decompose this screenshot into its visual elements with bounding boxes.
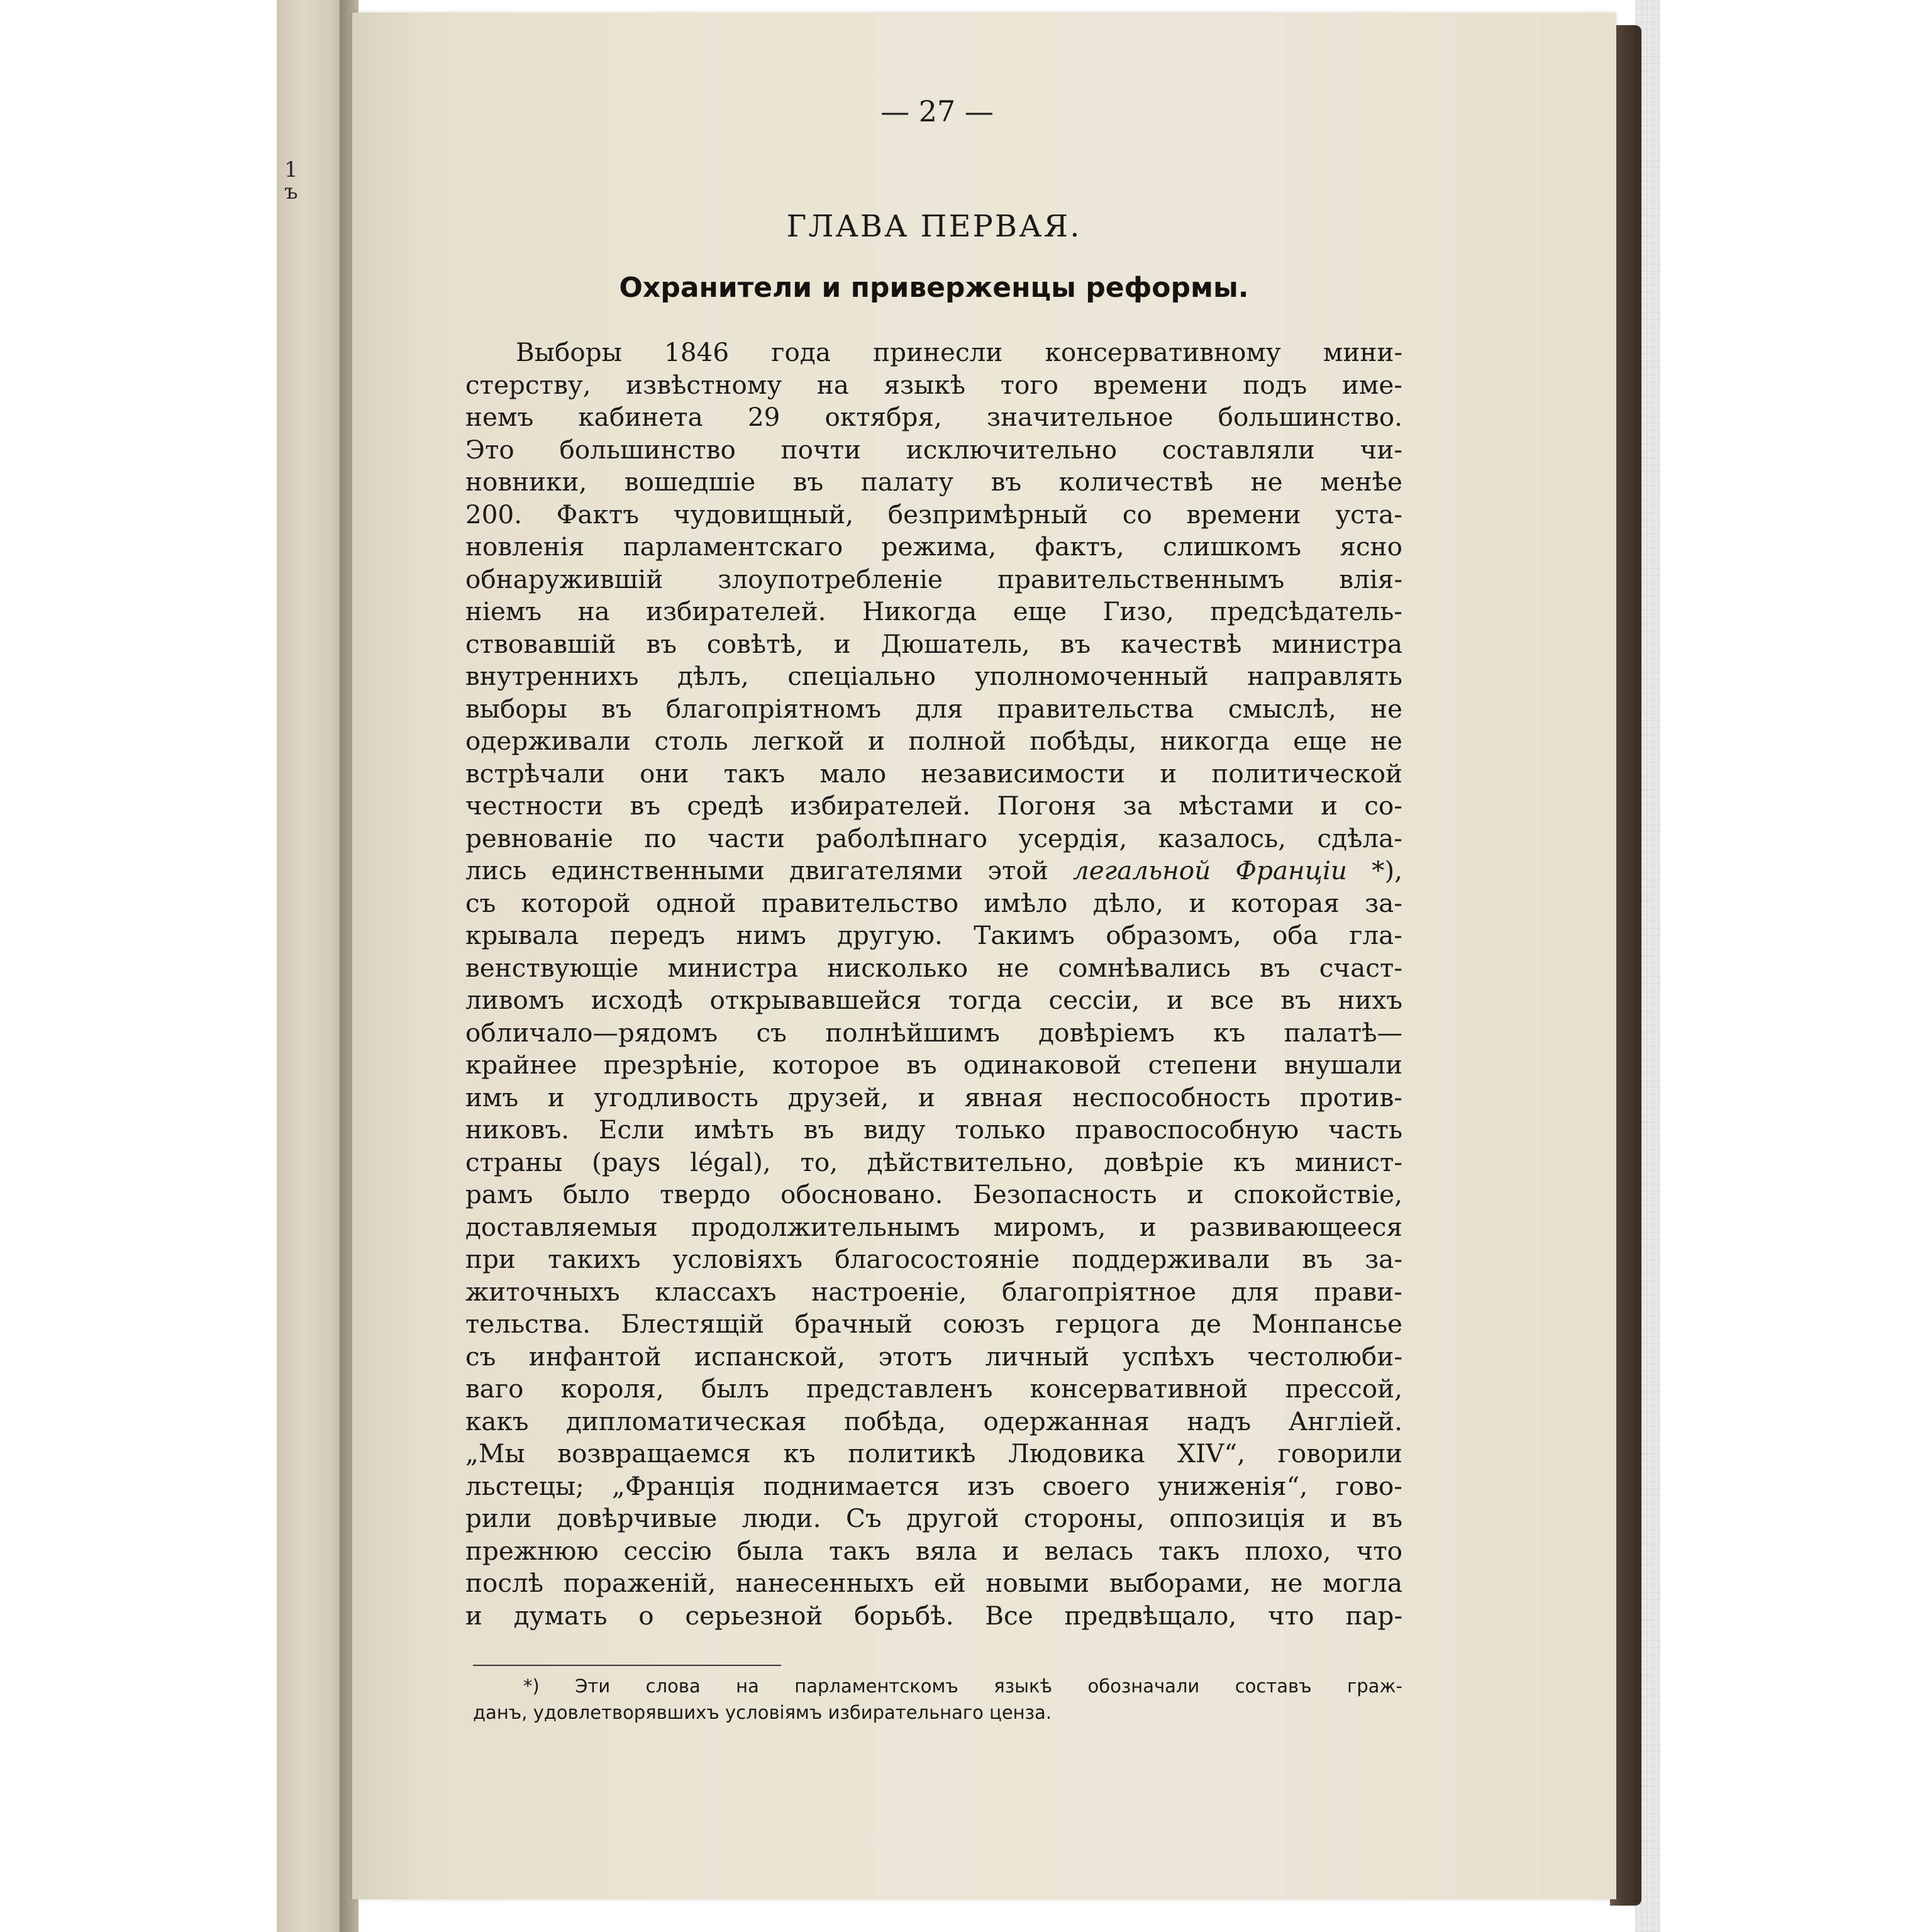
- text-line: Выборы 1846 года принесли консервативному мини-: [516, 337, 1402, 367]
- text-line: новленія парламентскаго режима, фактъ, слишкомъ ясно: [465, 531, 1402, 562]
- text-line: „Мы возвращаемся къ политикѣ Людовика XIV“, говорили: [465, 1438, 1402, 1468]
- text-line: ніемъ на избирателей. Никогда еще Гизо, предсѣдатель-: [465, 596, 1402, 626]
- chapter-heading: ГЛАВА ПЕРВАЯ.: [786, 209, 1082, 244]
- footnote: [473, 1673, 1402, 1726]
- text-line: и думать о серьезной борьбѣ. Все предвѣщало, что пар-: [465, 1600, 1402, 1631]
- footnote-divider: [473, 1665, 781, 1666]
- text-line: ваго короля, былъ представленъ консервативной прессой,: [465, 1374, 1402, 1404]
- background-left: [0, 0, 277, 1932]
- text-line: новники, вошедшіе въ палату въ количествѣ не менѣе: [465, 467, 1402, 497]
- text-line: страны (pays légal), то, дѣйствительно, довѣріе къ минист-: [465, 1146, 1402, 1177]
- text-line: ливомъ исходѣ открывавшейся тогда сессіи, и все въ нихъ: [465, 985, 1402, 1015]
- text-line: житочныхъ классахъ настроеніе, благопріятное для прави-: [465, 1276, 1402, 1307]
- text-line: прежнюю сессію была такъ вяла и велась такъ плохо, что: [465, 1535, 1402, 1566]
- text-line: льстецы; „Франція поднимается изъ своего униженія“, гово-: [465, 1470, 1402, 1501]
- text-line: ревнованіе по части раболѣпнаго усердія, казалось, сдѣла-: [465, 823, 1402, 853]
- text-line: встрѣчали они такъ мало независимости и политической: [465, 758, 1402, 789]
- text-line: имъ и угодливость друзей, и явная неспособность против-: [465, 1082, 1402, 1113]
- text-line: выборы въ благопріятномъ для правительства смыслѣ, не: [465, 693, 1402, 724]
- text-line: венствующіе министра нисколько не сомнѣвались въ счаст-: [465, 952, 1402, 983]
- text-line: стерству, извѣстному на языкѣ того времени подъ име-: [465, 369, 1402, 400]
- footnote-line: *) Эти слова на парламентскомъ языкѣ обозначали составъ граж-: [523, 1675, 1402, 1697]
- italic-phrase: легальной Франціи: [1072, 855, 1348, 886]
- background-right: [1660, 0, 1932, 1932]
- text-line-part: лись единственными двигателями этой: [465, 855, 1048, 886]
- chapter-title: Охранители и приверженцы реформы.: [619, 272, 1249, 304]
- text-line: обнаружившій злоупотребленіе правительственнымъ влія-: [465, 564, 1402, 594]
- text-line: внутреннихъ дѣлъ, спеціально уполномоченный направлять: [465, 661, 1402, 691]
- text-line: честности въ средѣ избирателей. Погоня за мѣстами и со-: [465, 791, 1402, 821]
- text-line: немъ кабинета 29 октября, значительное большинство.: [465, 402, 1402, 432]
- text-line: обличало—рядомъ съ полнѣйшимъ довѣріемъ къ палатѣ—: [465, 1017, 1402, 1048]
- text-line: Это большинство почти исключительно составляли чи-: [465, 434, 1402, 465]
- text-line: никовъ. Если имѣть въ виду только правоспособную часть: [465, 1114, 1402, 1145]
- text-line: одерживали столь легкой и полной побѣды, никогда еще не: [465, 726, 1402, 756]
- text-line: крывала передъ нимъ другую. Такимъ образомъ, оба гла-: [465, 920, 1402, 950]
- text-line-with-italic: [465, 855, 1402, 887]
- text-line: послѣ пораженій, нанесенныхъ ей новыми выборами, не могла: [465, 1568, 1402, 1598]
- footnote-line: данъ, удовлетворявшихъ условіямъ избирательнаго ценза.: [473, 1702, 1052, 1723]
- text-line: рамъ было твердо обосновано. Безопасность и спокойствіе,: [465, 1179, 1402, 1209]
- text-line: тельства. Блестящій брачный союзъ герцога де Монпансье: [465, 1309, 1402, 1339]
- text-line: рили довѣрчивые люди. Съ другой стороны, оппозиція и въ: [465, 1503, 1402, 1533]
- text-line: 200. Фактъ чудовищный, безпримѣрный со времени уста-: [465, 499, 1402, 530]
- text-line: при такихъ условіяхъ благосостояніе поддерживали въ за-: [465, 1244, 1402, 1274]
- text-line: какъ дипломатическая побѣда, одержанная надъ Англіей.: [465, 1406, 1402, 1436]
- footnote-marker: *),: [1372, 855, 1402, 886]
- text-line: доставляемыя продолжительнымъ миромъ, и развивающееся: [465, 1211, 1402, 1242]
- text-line: съ инфантой испанской, этотъ личный успѣхъ честолюби-: [465, 1341, 1402, 1372]
- text-line: ствовавшій въ совѣтѣ, и Дюшатель, въ качествѣ министра: [465, 628, 1402, 659]
- page-number: — 27 —: [880, 94, 994, 128]
- body-text: [465, 336, 1402, 1632]
- text-line: крайнее презрѣніе, которое въ одинаковой степени внушали: [465, 1050, 1402, 1080]
- text-line: съ которой одной правительство имѣло дѣло, и которая за-: [465, 887, 1402, 918]
- left-facing-page: [277, 0, 346, 1932]
- left-page-mark: 1: [284, 157, 298, 182]
- left-page-mark: ъ: [284, 179, 298, 204]
